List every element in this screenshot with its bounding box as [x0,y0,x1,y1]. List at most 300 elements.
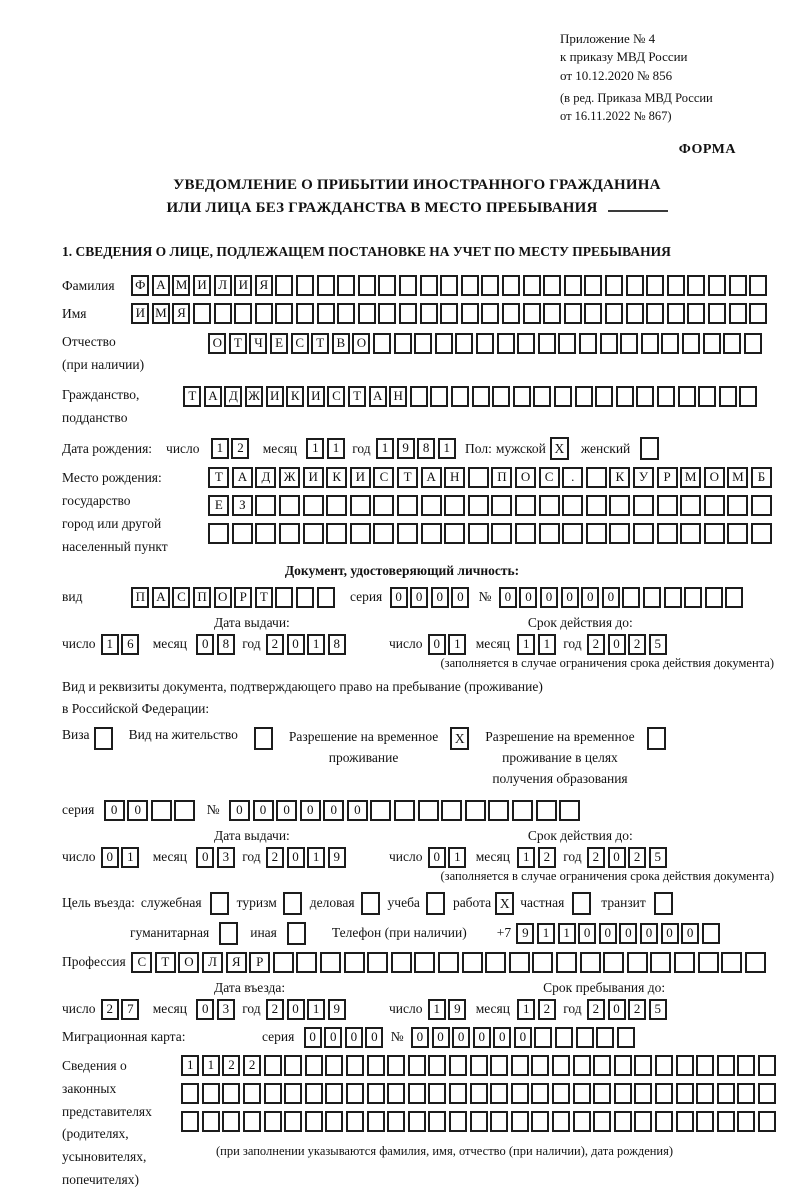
char-cell[interactable] [687,275,705,296]
char-cell[interactable]: Б [751,467,772,488]
char-cell[interactable] [573,1055,591,1076]
char-cell[interactable] [232,523,253,544]
char-cell[interactable]: 0 [561,587,579,608]
char-cell[interactable] [676,1083,694,1104]
char-cell[interactable] [305,1055,323,1076]
char-cell[interactable] [617,1027,635,1048]
char-cell[interactable] [222,1111,240,1132]
char-cell[interactable] [680,495,701,516]
char-cell[interactable] [358,275,376,296]
char-cell[interactable] [470,1111,488,1132]
char-cell[interactable] [708,275,726,296]
char-cell[interactable] [284,1111,302,1132]
char-cell[interactable] [350,523,371,544]
char-cell[interactable] [502,303,520,324]
char-cell[interactable] [586,467,607,488]
char-cell[interactable] [539,495,560,516]
char-cell[interactable] [399,275,417,296]
char-cell[interactable] [576,1027,594,1048]
char-cell[interactable]: С [291,333,309,354]
char-cell[interactable]: 1 [327,438,345,459]
char-cell[interactable]: 9 [397,438,415,459]
char-cell[interactable] [492,386,510,407]
char-cell[interactable] [305,1083,323,1104]
female-checkbox[interactable] [640,437,659,460]
char-cell[interactable] [515,523,536,544]
char-cell[interactable]: О [178,952,199,973]
char-cell[interactable]: 1 [211,438,229,459]
char-cell[interactable] [517,333,535,354]
char-cell[interactable] [410,386,428,407]
char-cell[interactable] [573,1083,591,1104]
char-cell[interactable] [704,495,725,516]
char-cell[interactable]: 0 [581,587,599,608]
char-cell[interactable] [609,495,630,516]
char-cell[interactable] [687,303,705,324]
char-cell[interactable] [661,333,679,354]
char-cell[interactable] [536,800,557,821]
char-cell[interactable] [418,800,439,821]
char-cell[interactable] [296,303,314,324]
char-cell[interactable] [414,333,432,354]
char-cell[interactable] [491,523,512,544]
char-cell[interactable]: М [727,467,748,488]
char-cell[interactable]: 2 [628,999,646,1020]
char-cell[interactable] [326,523,347,544]
char-cell[interactable]: У [633,467,654,488]
char-cell[interactable] [420,275,438,296]
char-cell[interactable] [350,495,371,516]
char-cell[interactable] [326,495,347,516]
char-cell[interactable] [626,275,644,296]
char-cell[interactable]: 1 [517,999,535,1020]
char-cell[interactable] [643,587,661,608]
char-cell[interactable] [451,386,469,407]
char-cell[interactable] [664,587,682,608]
char-cell[interactable]: И [307,386,325,407]
char-cell[interactable]: В [332,333,350,354]
char-cell[interactable]: И [234,275,252,296]
char-cell[interactable]: 2 [587,999,605,1020]
char-cell[interactable] [717,1055,735,1076]
char-cell[interactable]: Я [255,275,273,296]
char-cell[interactable]: С [172,587,190,608]
char-cell[interactable] [373,333,391,354]
temp-residence-edu-checkbox[interactable] [647,727,666,750]
char-cell[interactable] [440,275,458,296]
char-cell[interactable] [580,952,601,973]
char-cell[interactable] [729,275,747,296]
char-cell[interactable] [696,1055,714,1076]
char-cell[interactable]: 0 [493,1027,511,1048]
char-cell[interactable] [296,587,314,608]
char-cell[interactable]: 0 [578,923,596,944]
residence-permit-checkbox[interactable] [254,727,273,750]
char-cell[interactable] [367,952,388,973]
char-cell[interactable]: М [152,303,170,324]
char-cell[interactable] [279,523,300,544]
char-cell[interactable] [593,1055,611,1076]
char-cell[interactable] [705,587,723,608]
char-cell[interactable]: П [491,467,512,488]
char-cell[interactable] [387,1083,405,1104]
char-cell[interactable] [305,1111,323,1132]
char-cell[interactable] [646,303,664,324]
char-cell[interactable] [438,952,459,973]
char-cell[interactable] [296,952,317,973]
char-cell[interactable] [420,303,438,324]
char-cell[interactable]: 1 [448,634,466,655]
char-cell[interactable] [511,1111,529,1132]
char-cell[interactable] [534,1027,552,1048]
char-cell[interactable] [421,523,442,544]
char-cell[interactable]: 5 [649,634,667,655]
char-cell[interactable] [485,952,506,973]
char-cell[interactable]: А [152,275,170,296]
char-cell[interactable] [717,1111,735,1132]
char-cell[interactable] [584,275,602,296]
char-cell[interactable]: Е [208,495,229,516]
char-cell[interactable] [633,523,654,544]
char-cell[interactable] [626,303,644,324]
char-cell[interactable] [751,523,772,544]
char-cell[interactable] [373,523,394,544]
char-cell[interactable] [729,303,747,324]
char-cell[interactable] [325,1055,343,1076]
char-cell[interactable] [472,386,490,407]
char-cell[interactable] [543,275,561,296]
char-cell[interactable] [428,1055,446,1076]
char-cell[interactable]: И [303,467,324,488]
char-cell[interactable]: 2 [628,847,646,868]
char-cell[interactable]: 0 [347,800,368,821]
official-checkbox[interactable] [210,892,229,915]
char-cell[interactable] [449,1111,467,1132]
char-cell[interactable] [702,923,720,944]
char-cell[interactable] [337,303,355,324]
char-cell[interactable] [600,333,618,354]
char-cell[interactable] [279,495,300,516]
char-cell[interactable]: З [232,495,253,516]
char-cell[interactable] [470,1055,488,1076]
char-cell[interactable] [243,1111,261,1132]
char-cell[interactable] [682,333,700,354]
char-cell[interactable]: 0 [410,587,428,608]
char-cell[interactable] [593,1083,611,1104]
char-cell[interactable]: 1 [181,1055,199,1076]
char-cell[interactable]: . [562,467,583,488]
char-cell[interactable]: 8 [217,634,235,655]
char-cell[interactable] [573,1111,591,1132]
char-cell[interactable]: 0 [608,634,626,655]
char-cell[interactable]: Т [229,333,247,354]
char-cell[interactable] [523,303,541,324]
char-cell[interactable]: Ж [245,386,263,407]
char-cell[interactable] [531,1083,549,1104]
char-cell[interactable]: 8 [417,438,435,459]
char-cell[interactable] [435,333,453,354]
char-cell[interactable] [497,333,515,354]
char-cell[interactable] [758,1111,776,1132]
char-cell[interactable] [523,275,541,296]
char-cell[interactable]: 0 [640,923,658,944]
char-cell[interactable] [428,1083,446,1104]
char-cell[interactable] [394,333,412,354]
char-cell[interactable] [208,523,229,544]
char-cell[interactable]: Л [202,952,223,973]
char-cell[interactable] [579,333,597,354]
char-cell[interactable] [255,303,273,324]
char-cell[interactable]: 1 [307,999,325,1020]
char-cell[interactable] [490,1083,508,1104]
char-cell[interactable] [609,523,630,544]
char-cell[interactable] [737,1083,755,1104]
char-cell[interactable] [358,303,376,324]
char-cell[interactable]: 0 [276,800,297,821]
char-cell[interactable] [511,1055,529,1076]
char-cell[interactable] [284,1055,302,1076]
char-cell[interactable] [408,1111,426,1132]
char-cell[interactable] [641,333,659,354]
char-cell[interactable] [512,800,533,821]
char-cell[interactable]: Т [348,386,366,407]
char-cell[interactable] [373,495,394,516]
char-cell[interactable] [430,386,448,407]
char-cell[interactable] [502,275,520,296]
char-cell[interactable]: 2 [266,634,284,655]
tourism-checkbox[interactable] [283,892,302,915]
char-cell[interactable] [284,1083,302,1104]
char-cell[interactable]: А [204,386,222,407]
char-cell[interactable] [476,333,494,354]
char-cell[interactable]: О [208,333,226,354]
char-cell[interactable] [605,303,623,324]
char-cell[interactable] [593,1111,611,1132]
char-cell[interactable]: 0 [473,1027,491,1048]
char-cell[interactable] [367,1055,385,1076]
char-cell[interactable]: И [266,386,284,407]
char-cell[interactable]: Е [270,333,288,354]
char-cell[interactable] [555,1027,573,1048]
char-cell[interactable]: 1 [538,634,556,655]
char-cell[interactable]: Ф [131,275,149,296]
char-cell[interactable]: 2 [222,1055,240,1076]
char-cell[interactable]: 1 [517,847,535,868]
char-cell[interactable]: 0 [287,634,305,655]
char-cell[interactable] [414,952,435,973]
char-cell[interactable]: 0 [619,923,637,944]
char-cell[interactable]: 0 [681,923,699,944]
char-cell[interactable] [614,1083,632,1104]
char-cell[interactable]: 0 [104,800,125,821]
char-cell[interactable]: А [152,587,170,608]
char-cell[interactable]: К [609,467,630,488]
char-cell[interactable]: О [515,467,536,488]
char-cell[interactable] [655,1083,673,1104]
char-cell[interactable] [676,1111,694,1132]
char-cell[interactable] [468,495,489,516]
char-cell[interactable] [633,495,654,516]
char-cell[interactable] [725,587,743,608]
char-cell[interactable]: Р [657,467,678,488]
char-cell[interactable]: 8 [328,634,346,655]
char-cell[interactable] [444,523,465,544]
char-cell[interactable]: И [131,303,149,324]
char-cell[interactable] [490,1111,508,1132]
char-cell[interactable] [678,386,696,407]
char-cell[interactable]: О [352,333,370,354]
char-cell[interactable] [397,523,418,544]
char-cell[interactable]: Н [389,386,407,407]
char-cell[interactable] [421,495,442,516]
char-cell[interactable] [620,333,638,354]
char-cell[interactable] [491,495,512,516]
char-cell[interactable]: 0 [196,847,214,868]
char-cell[interactable] [470,1083,488,1104]
char-cell[interactable]: С [327,386,345,407]
study-checkbox[interactable] [426,892,445,915]
char-cell[interactable] [275,275,293,296]
char-cell[interactable] [202,1111,220,1132]
char-cell[interactable] [745,952,766,973]
char-cell[interactable]: 1 [517,634,535,655]
char-cell[interactable]: Ж [279,467,300,488]
other-checkbox[interactable] [287,922,306,945]
char-cell[interactable] [539,523,560,544]
char-cell[interactable] [465,800,486,821]
char-cell[interactable] [151,800,172,821]
char-cell[interactable] [554,386,572,407]
char-cell[interactable] [325,1111,343,1132]
char-cell[interactable]: 2 [587,847,605,868]
char-cell[interactable] [614,1055,632,1076]
char-cell[interactable]: 1 [428,999,446,1020]
char-cell[interactable] [455,333,473,354]
char-cell[interactable] [586,523,607,544]
char-cell[interactable] [181,1083,199,1104]
char-cell[interactable] [441,800,462,821]
char-cell[interactable]: Т [397,467,418,488]
char-cell[interactable]: 7 [121,999,139,1020]
char-cell[interactable]: 0 [196,634,214,655]
char-cell[interactable]: Я [226,952,247,973]
char-cell[interactable] [676,1055,694,1076]
char-cell[interactable] [444,495,465,516]
char-cell[interactable]: Р [234,587,252,608]
char-cell[interactable]: 0 [304,1027,322,1048]
char-cell[interactable] [552,1055,570,1076]
char-cell[interactable]: 0 [287,847,305,868]
char-cell[interactable] [337,275,355,296]
char-cell[interactable]: Н [444,467,465,488]
char-cell[interactable]: 0 [345,1027,363,1048]
char-cell[interactable] [346,1055,364,1076]
char-cell[interactable]: 0 [127,800,148,821]
char-cell[interactable] [449,1055,467,1076]
char-cell[interactable] [723,333,741,354]
char-cell[interactable]: 0 [428,847,446,868]
char-cell[interactable] [408,1083,426,1104]
char-cell[interactable] [317,275,335,296]
char-cell[interactable]: К [286,386,304,407]
char-cell[interactable] [428,1111,446,1132]
char-cell[interactable]: Л [214,275,232,296]
char-cell[interactable]: 1 [307,634,325,655]
char-cell[interactable] [488,800,509,821]
char-cell[interactable] [531,1111,549,1132]
char-cell[interactable]: 0 [432,1027,450,1048]
char-cell[interactable]: 0 [599,923,617,944]
char-cell[interactable]: А [421,467,442,488]
char-cell[interactable]: 9 [516,923,534,944]
char-cell[interactable] [509,952,530,973]
char-cell[interactable]: К [326,467,347,488]
char-cell[interactable] [605,275,623,296]
char-cell[interactable] [708,303,726,324]
char-cell[interactable]: 0 [431,587,449,608]
char-cell[interactable]: 2 [231,438,249,459]
char-cell[interactable] [325,1083,343,1104]
char-cell[interactable] [481,275,499,296]
char-cell[interactable]: 9 [448,999,466,1020]
char-cell[interactable] [264,1083,282,1104]
char-cell[interactable] [657,386,675,407]
char-cell[interactable] [636,386,654,407]
char-cell[interactable] [408,1055,426,1076]
char-cell[interactable] [515,495,536,516]
char-cell[interactable] [698,386,716,407]
char-cell[interactable] [533,386,551,407]
char-cell[interactable] [214,303,232,324]
char-cell[interactable]: 0 [390,587,408,608]
char-cell[interactable] [296,275,314,296]
char-cell[interactable] [391,952,412,973]
char-cell[interactable] [622,587,640,608]
char-cell[interactable]: 1 [307,847,325,868]
char-cell[interactable] [634,1083,652,1104]
char-cell[interactable]: Т [155,952,176,973]
char-cell[interactable] [481,303,499,324]
char-cell[interactable]: 2 [628,634,646,655]
business-checkbox[interactable] [361,892,380,915]
char-cell[interactable]: 0 [411,1027,429,1048]
char-cell[interactable]: С [131,952,152,973]
temp-residence-checkbox[interactable]: X [450,727,469,750]
char-cell[interactable]: 2 [538,999,556,1020]
char-cell[interactable]: 0 [499,587,517,608]
char-cell[interactable]: 6 [121,634,139,655]
char-cell[interactable] [584,303,602,324]
char-cell[interactable] [320,952,341,973]
char-cell[interactable]: 0 [514,1027,532,1048]
char-cell[interactable] [751,495,772,516]
work-checkbox[interactable]: X [495,892,514,915]
char-cell[interactable]: И [193,275,211,296]
char-cell[interactable] [193,303,211,324]
char-cell[interactable]: Т [311,333,329,354]
char-cell[interactable] [758,1083,776,1104]
char-cell[interactable]: Т [183,386,201,407]
char-cell[interactable] [739,386,757,407]
char-cell[interactable] [461,275,479,296]
char-cell[interactable]: М [680,467,701,488]
char-cell[interactable] [449,1083,467,1104]
char-cell[interactable] [181,1111,199,1132]
char-cell[interactable] [394,800,415,821]
char-cell[interactable] [397,495,418,516]
char-cell[interactable] [367,1111,385,1132]
char-cell[interactable] [562,495,583,516]
